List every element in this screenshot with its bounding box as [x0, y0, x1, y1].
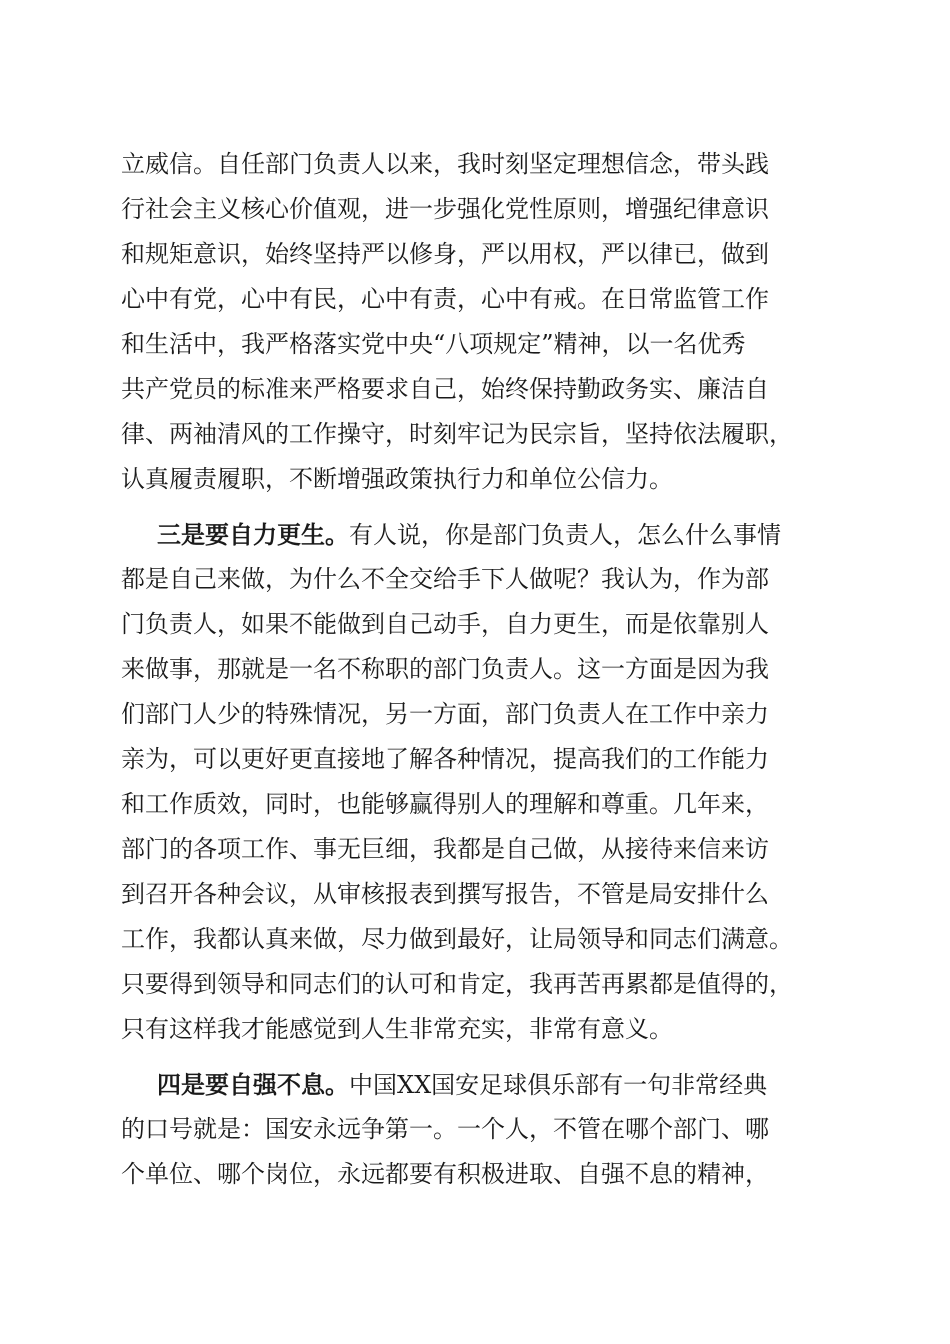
text-line: 和工作质效，同时，也能够赢得别人的理解和尊重。几年来， [121, 790, 769, 818]
text-line: 亲为，可以更好更直接地了解各种情况，提高我们的工作能力 [121, 745, 769, 773]
text-line: 心中有党，心中有民，心中有责，心中有戒。在日常监管工作 [121, 285, 769, 313]
text-line: 工作，我都认真来做，尽力做到最好，让局领导和同志们满意。 [121, 925, 793, 953]
text-line: 和生活中，我严格落实党中央“八项规定”精神，以一名优秀 [121, 330, 746, 358]
body-text [121, 142, 833, 1197]
text-line: 和规矩意识，始终坚持严以修身，严以用权，严以律已，做到 [121, 240, 769, 268]
text-line: 律、两袖清风的工作操守，时刻牢记为民宗旨，坚持依法履职， [121, 420, 793, 448]
paragraph-gap [121, 502, 833, 512]
text-line: 行社会主义核心价值观，进一步强化党性原则，增强纪律意识 [121, 195, 769, 223]
text-line: 的口号就是：国安永远争第一。一个人，不管在哪个部门、哪 [121, 1115, 769, 1143]
text-line: 共产党员的标准来严格要求自己，始终保持勤政务实、廉洁自 [121, 375, 769, 403]
text-run: 中国XX国安足球俱乐部有一句非常经典 [349, 1071, 768, 1099]
text-line: 都是自己来做，为什么不全交给手下人做呢？我认为，作为部 [121, 565, 769, 593]
text-line: 只要得到领导和同志们的认可和肯定，我再苦再累都是值得的， [121, 970, 793, 998]
text-line: 部门的各项工作、事无巨细，我都是自己做，从接待来信来访 [121, 835, 769, 863]
text-line [121, 512, 833, 557]
paragraph-2 [121, 512, 833, 1052]
text-line: 到召开各种会议，从审核报表到撰写报告，不管是局安排什么 [121, 880, 769, 908]
paragraph-gap [121, 1052, 833, 1062]
text-line: 只有这样我才能感觉到人生非常充实，非常有意义。 [121, 1015, 673, 1043]
text-line: 认真履责履职，不断增强政策执行力和单位公信力。 [121, 465, 673, 493]
section-heading: 三是要自力更生。 [157, 520, 349, 549]
text-line: 立威信。自任部门负责人以来，我时刻坚定理想信念，带头践 [121, 150, 769, 178]
text-line: 们部门人少的特殊情况，另一方面，部门负责人在工作中亲力 [121, 700, 769, 728]
paragraph-1 [121, 142, 833, 502]
paragraph-3 [121, 1062, 833, 1197]
text-run: 有人说，你是部门负责人，怎么什么事情 [349, 521, 781, 549]
section-heading: 四是要自强不息。 [157, 1070, 349, 1099]
text-line: 来做事，那就是一名不称职的部门负责人。这一方面是因为我 [121, 655, 769, 683]
text-line: 个单位、哪个岗位，永远都要有积极进取、自强不息的精神， [121, 1160, 769, 1188]
text-line [121, 1062, 833, 1107]
text-line: 门负责人，如果不能做到自己动手，自力更生，而是依靠别人 [121, 610, 769, 638]
